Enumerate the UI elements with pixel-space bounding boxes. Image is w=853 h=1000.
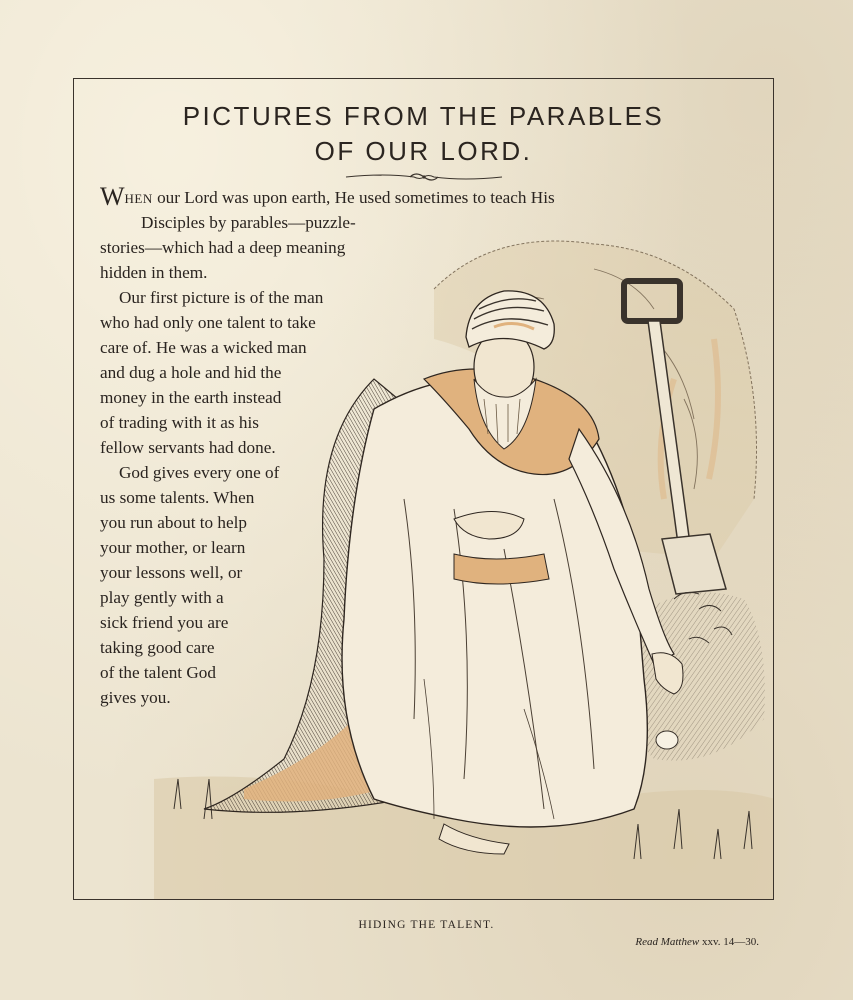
body-line: us some talents. When	[100, 488, 255, 507]
title-line-1: PICTURES FROM THE PARABLES	[182, 101, 665, 131]
body-line: hidden in them.	[100, 263, 208, 282]
body-line: your mother, or learn	[100, 538, 246, 557]
reference-chapter-verse: xxv. 14—30.	[699, 936, 759, 948]
body-line: Disciples by parables—puzzle-	[141, 213, 356, 232]
body-line: God gives every one of	[119, 463, 280, 482]
body-line: fellow servants had done.	[100, 438, 276, 457]
body-line: care of. He was a wicked man	[100, 338, 307, 357]
body-line: Our first picture is of the man	[119, 288, 324, 307]
body-line: money in the earth instead	[100, 388, 282, 407]
page-border	[73, 78, 774, 900]
title-line-2: OF OUR LORD.	[314, 136, 533, 166]
body-line: sick friend you are	[100, 613, 229, 632]
drop-cap: W	[100, 182, 125, 211]
body-line: who had only one talent to take	[100, 313, 316, 332]
small-caps-opening: HEN	[124, 191, 153, 206]
scripture-reference	[635, 936, 759, 948]
body-line: of the talent God	[100, 663, 216, 682]
body-line: gives you.	[100, 688, 171, 707]
body-line: of trading with it as his	[100, 413, 259, 432]
body-line: you run about to help	[100, 513, 248, 532]
body-line: taking good care	[100, 638, 215, 657]
body-line: stories—which had a deep meaning	[100, 238, 346, 257]
body-line-first	[100, 182, 555, 212]
body-line: and dug a hole and hid the	[100, 363, 282, 382]
illustration-caption: HIDING THE TALENT.	[358, 919, 495, 931]
reference-italic: Read Matthew	[635, 936, 700, 948]
body-line: your lessons well, or	[100, 563, 243, 582]
body-line-first-rest: our Lord was upon earth, He used sometimes to teach His	[152, 188, 555, 207]
body-line: play gently with a	[100, 588, 224, 607]
